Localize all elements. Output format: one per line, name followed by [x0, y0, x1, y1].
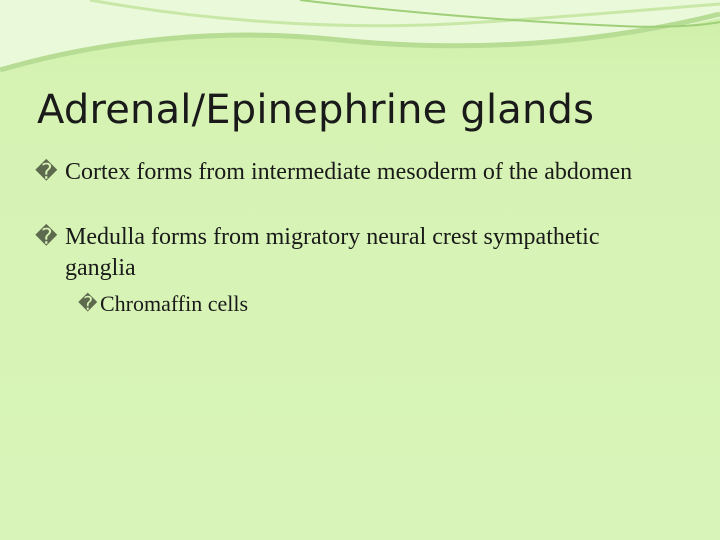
bullet-item	[35, 222, 675, 318]
bullet-text: Medulla forms from migratory neural crest sympathetic ganglia	[65, 224, 600, 281]
bullet-marker-icon: �	[35, 225, 58, 250]
sub-bullet-item	[78, 290, 675, 318]
header-wave-decoration	[0, 0, 720, 90]
slide-title: Adrenal/Epinephrine glands	[37, 87, 595, 133]
bullet-item	[35, 157, 675, 188]
sub-bullet-marker-icon: �	[78, 293, 98, 315]
sub-bullet-text: Chromaffin cells	[100, 291, 249, 316]
sub-bullet-list	[65, 290, 675, 318]
bullet-marker-icon: �	[35, 160, 58, 185]
bullet-text: Cortex forms from intermediate mesoderm of the abdomen	[65, 159, 633, 185]
bullet-list	[35, 157, 675, 318]
